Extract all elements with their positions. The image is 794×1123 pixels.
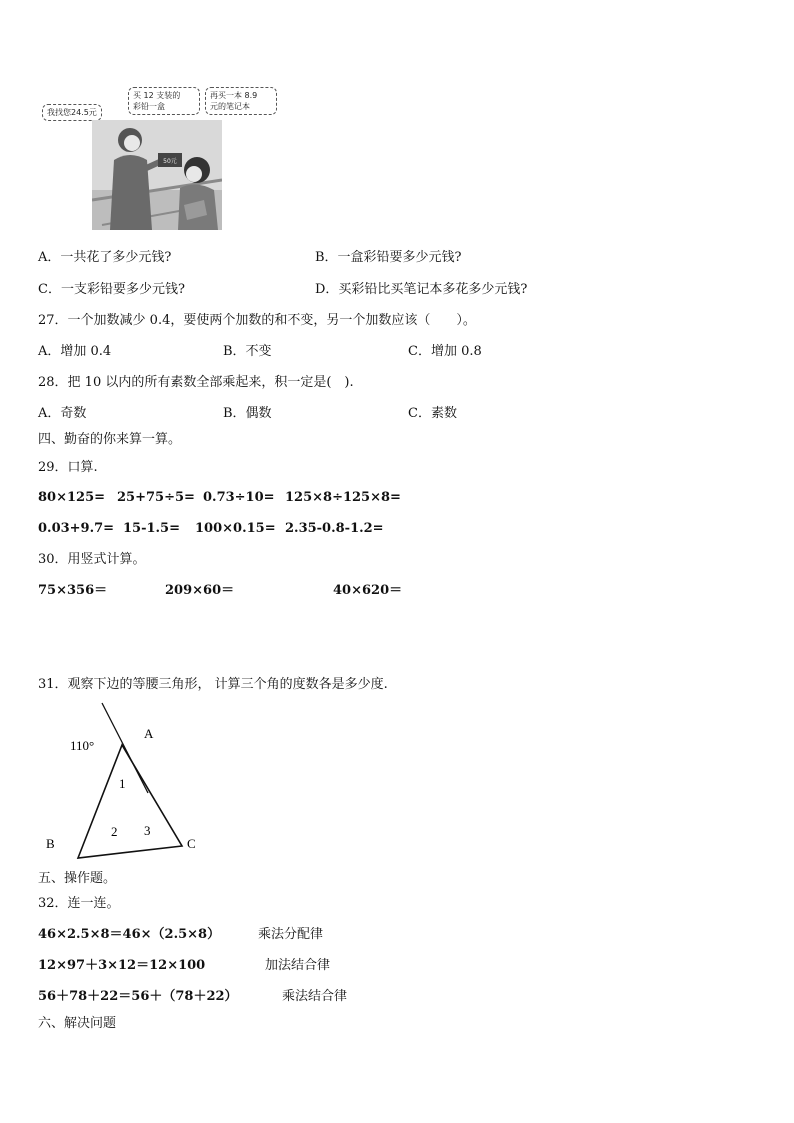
- q29-stem: 29．口算.: [38, 460, 98, 475]
- isosceles-triangle-figure: [40, 698, 220, 863]
- angle-1-label: 1: [119, 776, 126, 791]
- q32-right-1: 乘法分配律: [258, 927, 324, 942]
- q27-stem: 27．一个加数减少 0.4，要使两个加数的和不变，另一个加数应该（ ）。: [38, 313, 476, 328]
- speech-bubble-change: 我找您24.5元: [42, 104, 102, 121]
- q27-option-b: B．不变: [223, 344, 272, 359]
- vertex-b-label: B: [46, 836, 55, 851]
- q32-stem: 32．连一连。: [38, 896, 120, 911]
- angle-110-label: 110°: [70, 738, 95, 753]
- section-5-heading: 五、操作题。: [38, 871, 117, 886]
- shop-scene-picture: [92, 120, 222, 230]
- q31-stem: 31．观察下边的等腰三角形， 计算三个角的度数各是多少度.: [38, 677, 388, 692]
- speech-bubble-pencils: 买 12 支装的 彩铅一盒: [128, 87, 200, 115]
- q30-item-1: 75×356＝: [38, 583, 108, 598]
- q32-left-1: 46×2.5×8＝46×（2.5×8）: [38, 927, 221, 942]
- angle-2-label: 2: [111, 824, 118, 839]
- money-sign-text: 50元: [163, 158, 177, 165]
- vertex-a-label: A: [144, 726, 154, 741]
- q26-option-b: B．一盒彩铅要多少元钱?: [315, 250, 462, 265]
- q28-stem: 28．把 10 以内的所有素数全部乘起来，积一定是( ).: [38, 375, 354, 390]
- q32-left-3: 56＋78＋22＝56＋（78＋22）: [38, 989, 238, 1004]
- q27-option-c: C．增加 0.8: [408, 344, 482, 359]
- vertex-c-label: C: [187, 836, 196, 851]
- q29-r1-c2: 25+75÷5=: [117, 490, 195, 505]
- q27-option-a: A．增加 0.4: [38, 344, 112, 359]
- speech-bubble-notebook: 再买一本 8.9 元的笔记本: [205, 87, 277, 115]
- q28-option-a: A．奇数: [38, 406, 87, 421]
- q32-right-2: 加法结合律: [265, 958, 331, 973]
- q32-left-2: 12×97＋3×12＝12×100: [38, 958, 206, 973]
- triangle-abc: [78, 745, 182, 858]
- q29-r2-c3: 100×0.15=: [195, 521, 276, 536]
- q30-item-3: 40×620＝: [333, 583, 403, 598]
- q26-option-c: C．一支彩铅要多少元钱?: [38, 282, 185, 297]
- section-4-heading: 四、勤奋的你来算一算。: [38, 432, 182, 447]
- q29-r2-c1: 0.03+9.7=: [38, 521, 115, 536]
- q28-option-b: B．偶数: [223, 406, 272, 421]
- q26-option-a: A．一共花了多少元钱?: [38, 250, 172, 265]
- q32-right-3: 乘法结合律: [282, 989, 348, 1004]
- q29-r1-c1: 80×125=: [38, 490, 106, 505]
- q30-stem: 30．用竖式计算。: [38, 552, 146, 567]
- q30-item-2: 209×60＝: [165, 583, 235, 598]
- q26-option-d: D．买彩铅比买笔记本多花多少元钱?: [315, 282, 528, 297]
- section-6-heading: 六、解决问题: [38, 1016, 117, 1031]
- q29-r2-c2: 15-1.5=: [123, 521, 180, 536]
- q29-r2-c4: 2.35-0.8-1.2=: [285, 521, 384, 536]
- angle-3-label: 3: [144, 823, 151, 838]
- q28-option-c: C．素数: [408, 406, 457, 421]
- q29-r1-c3: 0.73÷10=: [203, 490, 275, 505]
- q29-r1-c4: 125×8÷125×8=: [285, 490, 401, 505]
